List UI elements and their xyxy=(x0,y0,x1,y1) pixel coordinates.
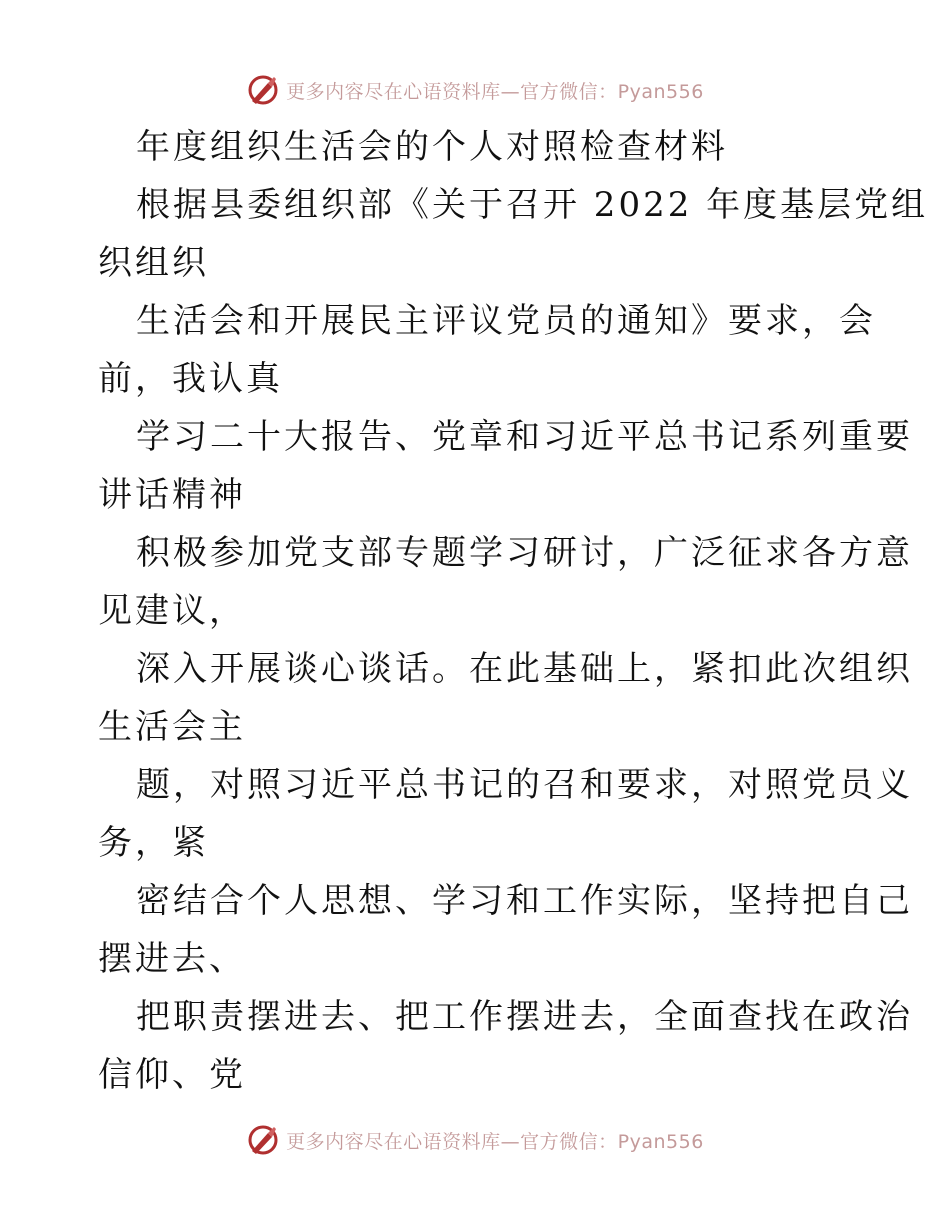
document-title: 年度组织生活会的个人对照检查材料 xyxy=(136,127,728,167)
paragraph-line: 摆进去、 xyxy=(98,939,246,979)
pen-logo-icon xyxy=(246,1123,280,1157)
paragraph-line: 学习二十大报告、党章和习近平总书记系列重要 xyxy=(136,417,913,457)
paragraph-line: 前，我认真 xyxy=(98,359,283,399)
paragraph-line: 生活会主 xyxy=(98,707,246,747)
paragraph-line: 根据县委组织部《关于召开 2022 年度基层党组 xyxy=(136,185,929,225)
paragraph-line: 讲话精神 xyxy=(98,475,246,515)
paragraph-line: 密结合个人思想、学习和工作实际，坚持把自己 xyxy=(136,881,913,921)
paragraph-line: 见建议， xyxy=(98,591,246,631)
paragraph-line: 务，紧 xyxy=(98,823,209,863)
paragraph-line: 题，对照习近平总书记的召和要求，对照党员义 xyxy=(136,765,913,805)
footer-banner xyxy=(0,1120,950,1160)
document-body xyxy=(98,118,929,1104)
paragraph-line: 信仰、党 xyxy=(98,1055,246,1095)
paragraph-line: 生活会和开展民主评议党员的通知》要求，会 xyxy=(136,301,876,341)
paragraph-line: 织组织 xyxy=(98,243,209,283)
pen-logo-icon xyxy=(246,73,280,107)
paragraph-line: 把职责摆进去、把工作摆进去，全面查找在政治 xyxy=(136,997,913,1037)
footer-banner-text: 更多内容尽在心语资料库—官方微信：Pyan556 xyxy=(286,1130,704,1153)
header-banner-text: 更多内容尽在心语资料库—官方微信：Pyan556 xyxy=(286,80,704,103)
paragraph-line: 深入开展谈心谈话。在此基础上，紧扣此次组织 xyxy=(136,649,913,689)
paragraph-line: 积极参加党支部专题学习研讨，广泛征求各方意 xyxy=(136,533,913,573)
header-banner xyxy=(0,70,950,110)
